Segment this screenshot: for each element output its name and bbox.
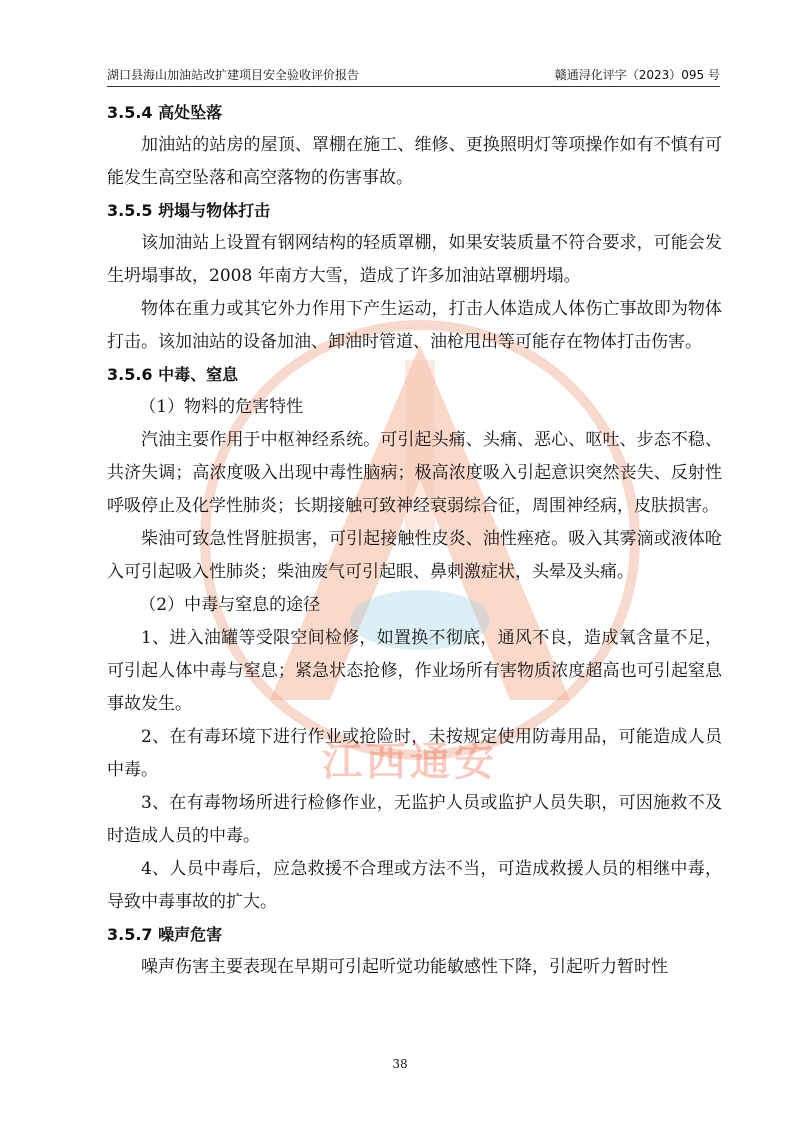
paragraph: 物体在重力或其它外力作用下产生运动，打击人体造成人体伤亡事故即为物体打击。该加油站的设备加油、卸油时管道、油枪甩出等可能存在物体打击伤害。 bbox=[107, 299, 722, 352]
page-number: 38 bbox=[392, 1057, 408, 1071]
section-heading: 3.5.6 中毒、窒息 bbox=[107, 365, 239, 384]
paragraph: 柴油可致急性肾脏损害，可引起接触性皮炎、油性痤疮。吸入其雾滴或液体呛入可引起吸入性肺炎；柴油废气可引起眼、鼻刺激症状，头晕及头痛。 bbox=[107, 529, 722, 582]
section-heading: 3.5.5 坍塌与物体打击 bbox=[107, 201, 271, 220]
watermark-text: 江西通安 bbox=[322, 739, 498, 785]
subheading: （1）物料的危害特性 bbox=[139, 397, 304, 417]
report-title: 湖口县海山加油站改扩建项目安全验收评价报告 bbox=[107, 68, 360, 82]
document-body bbox=[107, 97, 722, 984]
report-number: 赣通浔化评字（2023）095 号 bbox=[554, 68, 720, 82]
paragraph: 噪声伤害主要表现在早期可引起听觉功能敏感性下降，引起听力暂时性 bbox=[141, 957, 668, 977]
paragraph: 3、在有毒物场所进行检修作业，无监护人员或监护人员失职，可因施救不及时造成人员的中毒。 bbox=[107, 793, 722, 846]
section-heading: 3.5.7 噪声危害 bbox=[107, 925, 223, 944]
subheading: （2）中毒与窒息的途径 bbox=[139, 595, 321, 615]
page-header bbox=[107, 60, 720, 87]
paragraph: 汽油主要作用于中枢神经系统。可引起头痛、头痛、恶心、呕吐、步态不稳、共济失调；高浓度吸入出现中毒性脑病；极高浓度吸入引起意识突然丧失、反射性呼吸停止及化学性肺炎；长期接触可致神经衰弱综合征，周围神经病，皮肤损害。 bbox=[107, 430, 722, 516]
section-heading: 3.5.4 高处坠落 bbox=[107, 103, 223, 122]
paragraph: 加油站的站房的屋顶、罩棚在施工、维修、更换照明灯等项操作如有不慎有可能发生高空坠落和高空落物的伤害事故。 bbox=[107, 135, 722, 188]
paragraph: 1、进入油罐等受限空间检修，如置换不彻底，通风不良，造成氧含量不足，可引起人体中毒与窒息；紧急状态抢修，作业场所有害物质浓度超高也可引起窒息事故发生。 bbox=[107, 628, 722, 714]
paragraph: 4、人员中毒后，应急救援不合理或方法不当，可造成救援人员的相继中毒，导致中毒事故的扩大。 bbox=[107, 859, 722, 912]
paragraph: 该加油站上设置有钢网结构的轻质罩棚，如果安装质量不符合要求，可能会发生坍塌事故，2008 年南方大雪，造成了许多加油站罩棚坍塌。 bbox=[107, 233, 722, 286]
paragraph: 2、在有毒环境下进行作业或抢险时，未按规定使用防毒用品，可能造成人员中毒。 bbox=[107, 727, 722, 780]
